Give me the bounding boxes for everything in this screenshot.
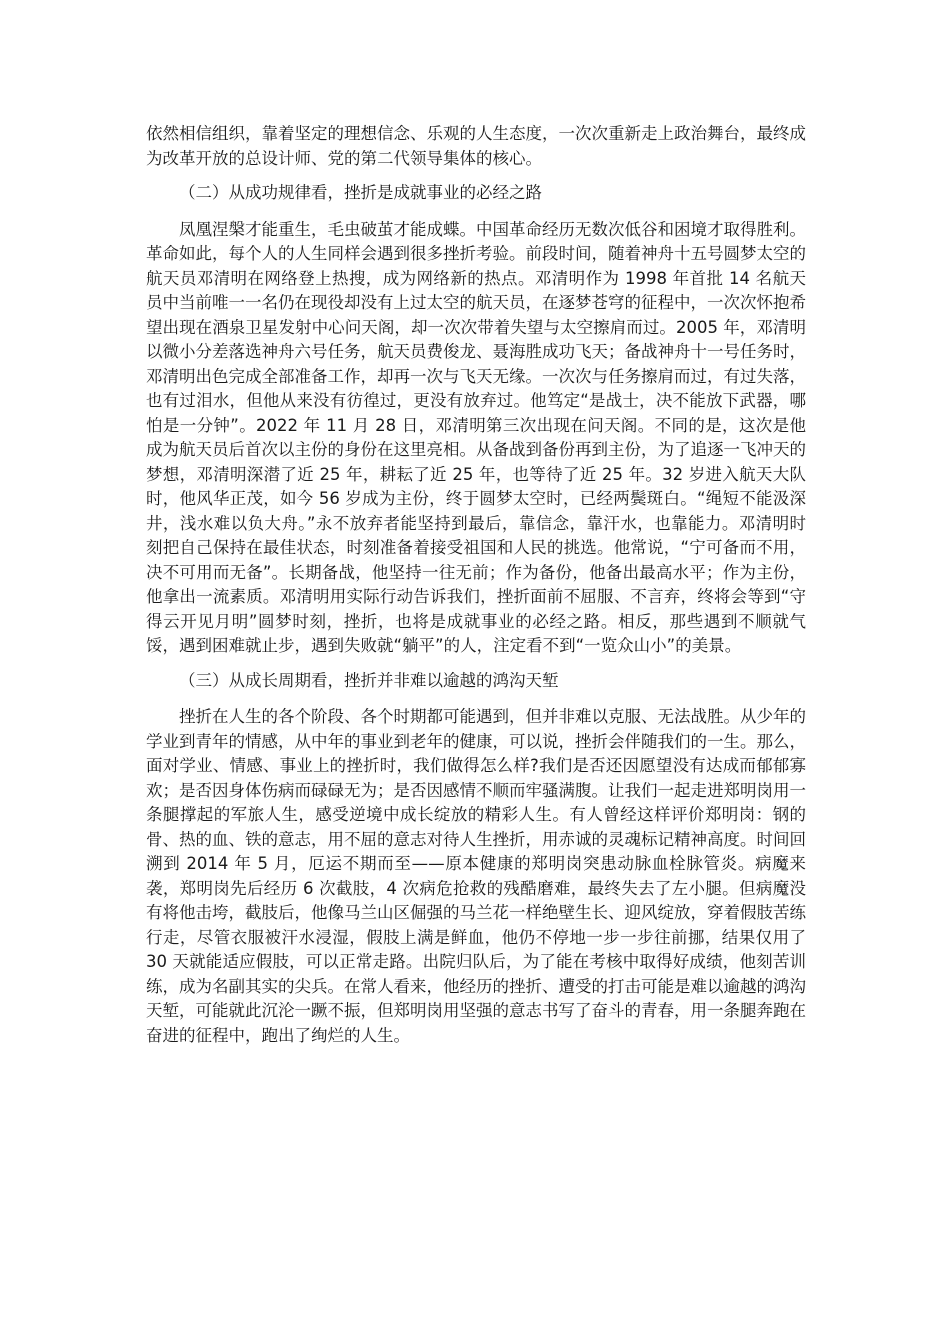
section-paragraph-2: 凤凰涅槃才能重生，毛虫破茧才能成蝶。中国革命经历无数次低谷和困境才取得胜利。革命如此，每个人的人生同样会遇到很多挫折考验。前段时间，随着神舟十五号圆梦太空的航天员邓清明在网络登上热搜，成为网络新的热点。邓清明作为 1998 年首批 14 名航天员中当前唯一一名仍在现役却没有上过太空的航天员，在逐梦苍穹的征程中，一次次怀抱希望出现在酒泉卫星发射中心问天阁，却一次次带着失望与太空擦肩而过。2005 年，邓清明以微小分差落选神舟六号任务，航天员费俊龙、聂海胜成功飞天；备战神舟十一号任务时，邓清明出色完成全部准备工作，却再一次与飞天无缘。一次次与任务擦肩而过，有过失落，也有过泪水，但他从来没有彷徨过，更没有放弃过。他笃定“是战士，决不能放下武器，哪怕是一分钟”。2022 年 11 月 28 日，邓清明第三次出现在问天阁。不同的是，这次是他成为航天员后首次以主份的身份在这里亮相。从备战到备份再到主份，为了追逐一飞冲天的梦想，邓清明深潜了近 25 年，耕耘了近 25 年，也等待了近 25 年。32 岁进入航天大队时，他风华正茂，如今 56 岁成为主份，终于圆梦太空时，已经两鬓斑白。“绳短不能汲深井，浅水难以负大舟。”永不放弃者能坚持到最后，靠信念，靠汗水，也靠能力。邓清明时刻把自己保持在最佳状态，时刻准备着接受祖国和人民的挑选。他常说，“宁可备而不用，决不可用而无备”。长期备战，他坚持一往无前；作为备份，他备出最高水平；作为主份，他拿出一流素质。邓清明用实际行动告诉我们，挫折面前不屈服、不言弃，终将会等到“守得云开见月明”圆梦时刻，挫折，也将是成就事业的必经之路。相反，那些遇到不顺就气馁，遇到困难就止步，遇到失败就“躺平”的人，注定看不到“一览众山小”的美景。 <box>146 219 806 655</box>
section-paragraph-3: 挫折在人生的各个阶段、各个时期都可能遇到，但并非难以克服、无法战胜。从少年的学业到青年的情感，从中年的事业到老年的健康，可以说，挫折会伴随我们的一生。那么，面对学业、情感、事业上的挫折时，我们做得怎么样?我们是否还因愿望没有达成而郁郁寡欢；是否因身体伤病而碌碌无为；是否因感情不顺而牢骚满腹。让我们一起走进郑明岗用一条腿撑起的军旅人生，感受逆境中成长绽放的精彩人生。有人曾经这样评价郑明岗：钢的骨、热的血、铁的意志，用不屈的意志对待人生挫折，用赤诚的灵魂标记精神高度。时间回溯到 2014 年 5 月，厄运不期而至——原本健康的郑明岗突患动脉血栓脉管炎。病魔来袭，郑明岗先后经历 6 次截肢，4 次病危抢救的残酷磨难，最终失去了左小腿。但病魔没有将他击垮，截肢后，他像马兰山区倔强的马兰花一样绝壁生长、迎风绽放，穿着假肢苦练行走，尽管衣服被汗水浸湿，假肢上满是鲜血，他仍不停地一步一步往前挪，结果仅用了 30 天就能适应假肢，可以正常走路。出院归队后，为了能在考核中取得好成绩，他刻苦训练，成为名副其实的尖兵。在常人看来，他经历的挫折、遭受的打击可能是难以逾越的鸿沟天堑，可能就此沉沦一蹶不振，但郑明岗用坚强的意志书写了奋斗的青春，用一条腿奔跑在奋进的征程中，跑出了绚烂的人生。 <box>146 707 806 1045</box>
section-heading-2: （二）从成功规律看，挫折是成就事业的必经之路 <box>179 183 542 202</box>
lead-paragraph: 依然相信组织，靠着坚定的理想信念、乐观的人生态度，一次次重新走上政治舞台，最终成为改革开放的总设计师、党的第二代领导集体的核心。 <box>146 124 806 168</box>
document-body <box>146 122 806 1058</box>
section-heading-3: （三）从成长周期看，挫折并非难以逾越的鸿沟天堑 <box>179 670 559 690</box>
